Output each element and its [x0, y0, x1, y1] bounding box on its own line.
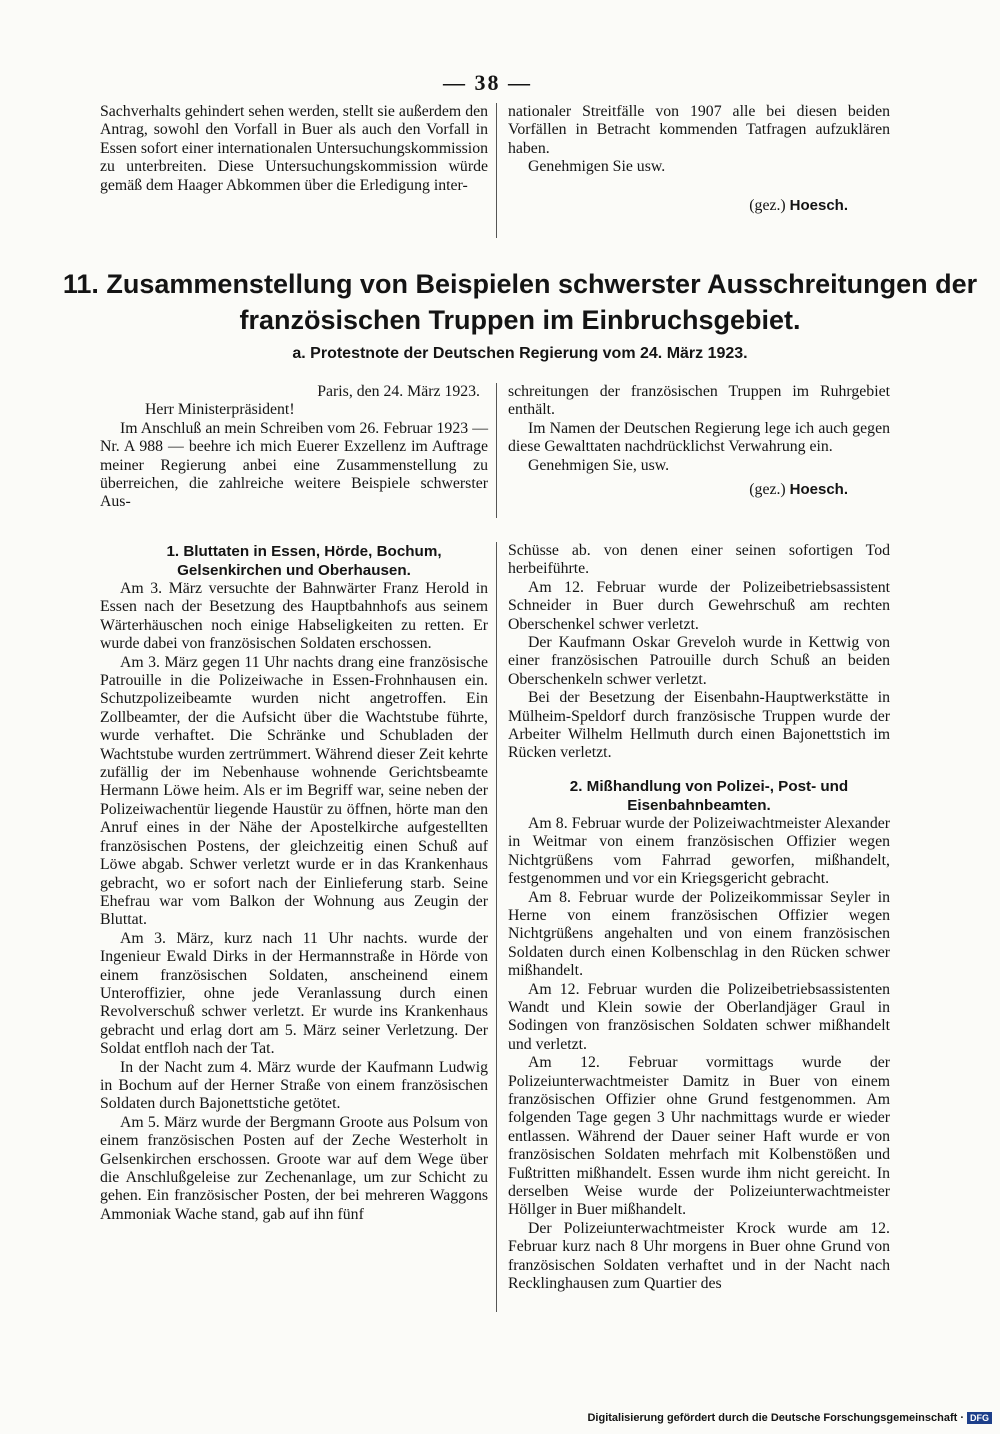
section-heading — [0, 266, 1000, 338]
note-place-date: Paris, den 24. März 1923. — [317, 383, 480, 400]
section1-paragraph: Am 12. Februar wurde der Polizeibetriebsassistent Schneider in Buer durch Gewehrschuß am rechten Oberschenkel schwer verletzt. — [508, 578, 890, 633]
section1-title: 1. Bluttaten in Essen, Hörde, Bochum, Gelsenkirchen und Oberhausen. — [166, 543, 442, 579]
column-divider — [496, 542, 497, 1312]
body-left-column — [100, 542, 488, 1224]
section-heading-line2: französischen Truppen im Einbruchsgebiet. — [239, 305, 801, 335]
body-right-column — [508, 542, 890, 1293]
page-number: — 38 — — [443, 70, 532, 95]
note-closing: Genehmigen Sie, usw. — [528, 456, 670, 474]
top-signature — [508, 197, 890, 215]
section2-paragraph: Der Polizeiunterwachtmeister Krock wurde am 12. Februar kurz nach 8 Uhr morgens in Buer ohne Grund von französischen Soldaten verhaftet und in der Nacht nach Recklinghausen zum Quartier des — [508, 1219, 890, 1293]
digitization-footer — [587, 1412, 992, 1424]
subheading: a. Protestnote der Deutschen Regierung vom 24. März 1923. — [292, 345, 748, 362]
top-closing: Genehmigen Sie usw. — [528, 158, 666, 176]
top-left-text: Sachverhalts gehindert sehen werden, stellt sie außerdem den Antrag, sowohl den Vorfall in Buer als auch den Vorfall in Essen sofort einer internationalen Untersuchungskommission zu unterbreiten. Diese Untersuchungskommission würde gemäß dem Haager Abkommen über die Erledigung inter- — [100, 103, 488, 194]
section2-paragraph: Am 12. Februar wurden die Polizeibetriebsassistenten Wandt und Klein sowie der Oberlandjäger Graul in Sodingen von französischen Soldaten schwer mißhandelt und verletzt. — [508, 980, 890, 1053]
top-right-text: nationaler Streitfälle von 1907 alle bei diesen beiden Vorfällen in Betracht kommenden Tatfragen aufzuklären haben. — [508, 103, 890, 157]
top-left-column — [100, 103, 488, 195]
note-sig-prefix: (gez.) — [749, 481, 786, 499]
note-right-column — [508, 383, 890, 499]
section2-paragraph: Am 8. Februar wurde der Polizeikommissar Seyler in Herne von einem französischen Offizier wegen Nichtgrüßens angehalten und von einem französischen Soldaten durch einen Kolbenschlag in den Rücken schwer mißhandelt. — [508, 888, 890, 980]
column-divider — [496, 383, 497, 518]
section2-paragraph: Am 12. Februar vormittags wurde der Polizeiunterwachtmeister Damitz in Buer von einem französischen Offizier ohne Grund festgenommen. Am folgenden Tage gegen 3 Uhr nachmittags wurde er wieder entlassen. Während der Dauer seiner Haft wurde er von französischen Soldaten mehrfach mit Kolbenstößen und Fußtritten mißhandelt. Essen wurde ihm nicht gereicht. In derselben Weise wurde der Polizeiunterwachtmeister Höllger in Buer mißhandelt. — [508, 1054, 890, 1219]
section1-paragraph-cont: Schüsse ab. von denen einer seinen sofortigen Tod herbeiführte. — [508, 542, 890, 578]
note-right-body1: schreitungen der französischen Truppen im Ruhrgebiet enthält. — [508, 383, 890, 419]
note-salutation: Herr Ministerpräsident! — [145, 401, 295, 419]
note-left-body: Im Anschluß an mein Schreiben vom 26. Februar 1923 — Nr. A 988 — beehre ich mich Euerer Exzellenz im Auftrage meiner Regierung anbei eine Zusammenstellung zu überreichen, die zahlreiche weitere Beispiele schwerster Aus- — [100, 419, 488, 511]
section1-paragraph: Der Kaufmann Oskar Greveloh wurde in Kettwig von einer französischen Patrouille durch Schuß an beiden Oberschenkeln schwer verletzt. — [508, 634, 890, 688]
top-sig-prefix: (gez.) — [749, 196, 786, 214]
section1-paragraph: Am 5. März wurde der Bergmann Groote aus Polsum von einem französischen Posten auf der Zeche Westerholt in Gelsenkirchen erschossen. Groote war auf dem Wege über die Anschlußgeleise zur Zechenanlage, um zur Schicht zu gehen. Ein französischer Posten, der bei mehreren Waggons Ammoniak Wache stand, gab auf ihn fünf — [100, 1113, 488, 1223]
section2-paragraph: Am 8. Februar wurde der Polizeiwachtmeister Alexander in Weitmar von einem französischen Offizier wegen Nichtgrüßens vom Fahrrad geworfen, mißhandelt, festgenommen und vor ein Kriegsgericht gebracht. — [508, 814, 890, 888]
top-right-column — [508, 103, 890, 215]
note-signature — [508, 481, 890, 499]
section1-paragraph: In der Nacht zum 4. März wurde der Kaufmann Ludwig in Bochum auf der Herner Straße von einem französischen Soldaten durch Bajonettstiche getötet. — [100, 1058, 488, 1113]
section1-paragraph: Am 3. März gegen 11 Uhr nachts drang eine französische Patrouille in die Polizeiwache in Essen-Frohnhausen ein. Schutzpolizeibeamte wurden nicht angetroffen. Ein Zollbeamter, der die Aufsicht über die Wachtstube führte, wurde verhaftet. Die Schränke und Schubladen der Wachtstube wurden zertrümmert. Während dieser Zeit kehrte zufällig der im Nebenhause wohnende Gerichtsbeamte Hermann Löwe heim. Als er im Begriff war, seine neben der Polizeiwachentür liegende Haustür zu öffnen, hörte man den Anruf eines in der Nähe der Apostelkirche aufgestellten französischen Postens, der gleichzeitig einen Schuß auf Löwe abgab. Schwer verletzt wurde er in das Krankenhaus gebracht, wo er sofort nach der Einlieferung starb. Seine Ehefrau war vom Balkon der Wohnung aus Zeugin der Bluttat. — [100, 653, 488, 929]
column-divider — [496, 103, 497, 238]
top-sig-name: Hoesch. — [789, 196, 848, 214]
section-heading-line1: 11. Zusammenstellung von Beispielen schwerster Ausschreitungen der — [62, 269, 978, 299]
footer-text: Digitalisierung gefördert durch die Deutsche Forschungsgemeinschaft · — [587, 1412, 964, 1424]
section2-title: 2. Mißhandlung von Polizei-, Post- und Eisenbahnbeamten. — [569, 777, 849, 814]
note-sig-name: Hoesch. — [789, 481, 848, 499]
section1-paragraph: Am 3. März versuchte der Bahnwärter Franz Herold in Essen nach der Besetzung des Hauptbahnhofs aus seinem Wärterhäuschen noch einige Habseligkeiten zu retten. Er wurde dabei von französischen Soldaten erschossen. — [100, 580, 488, 653]
note-left-column — [100, 383, 488, 512]
note-right-body2: Im Namen der Deutschen Regierung lege ich auch gegen diese Gewalttaten nachdrücklichst Verwahrung ein. — [508, 419, 890, 456]
dfg-logo: DFG — [967, 1412, 992, 1424]
section1-paragraph: Bei der Besetzung der Eisenbahn-Hauptwerkstätte in Mülheim-Speldorf durch französische Truppen wurde der Arbeiter Wilhelm Hellmuth durch einen Bajonettstich im Rücken verletzt. — [508, 689, 890, 762]
section1-paragraph: Am 3. März, kurz nach 11 Uhr nachts. wurde der Ingenieur Ewald Dirks in der Hermannstraße in Hörde von einem französischen Soldaten, anscheinend einem Unteroffizier, ohne jede Veranlassung durch einen Revolverschuß schwer verletzt. Er wurde ins Krankenhaus gebracht und erlag dort am 5. März seiner Verletzung. Der Soldat entfloh nach der Tat. — [100, 929, 488, 1058]
